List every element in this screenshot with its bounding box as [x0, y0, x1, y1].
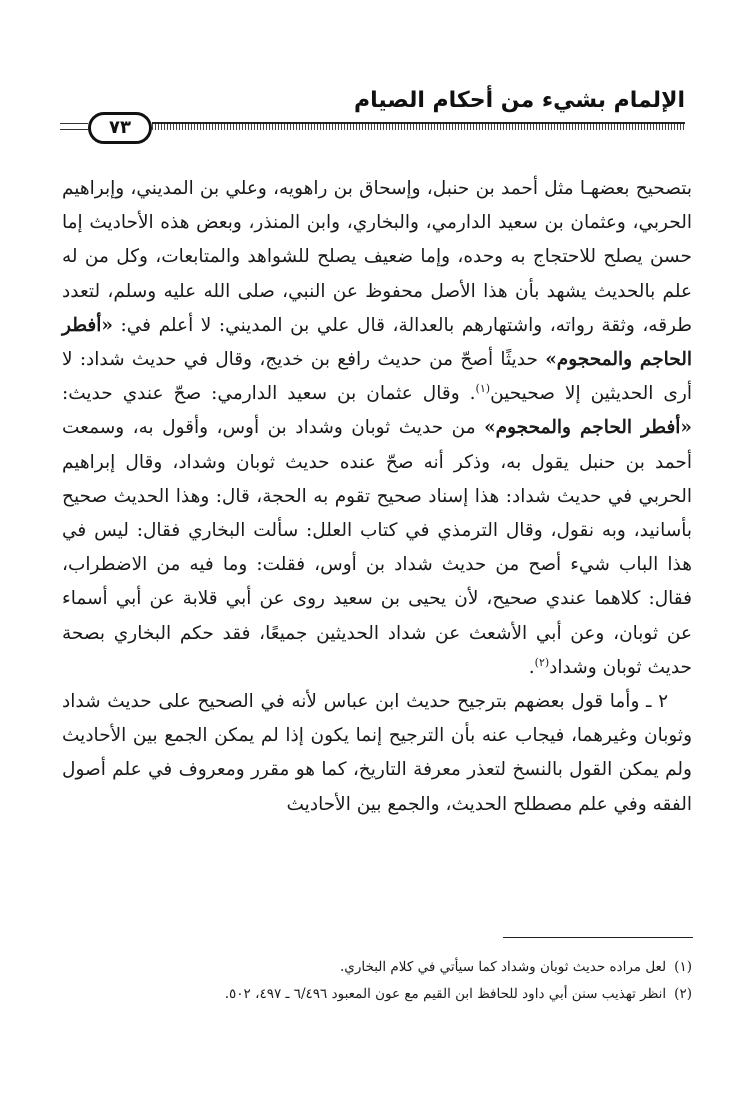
hadith-quote: «أفطر الحاجم والمحجوم» [484, 417, 692, 439]
text-run: من حديث ثوبان وشداد بن أوس، وأقول به، وسمعت أحمد بن حنبل يقول به، وذكر أنه صحّ عنده حديث ثوبان وشداد، وقال إبراهيم الحربي في حديث شداد: هذا إسناد صحيح تقوم به الحجة، قال: وهذا الحديث صحيح بأسانيد، وبه نقول، وقال الترمذي في كتاب العلل: سألت البخاري فقال: ليس في هذا الباب شيء أصح من حديث شداد بن أوس، فقلت: وما فيه من الاضطراب، فقال: كلاهما عندي صحيح، لأن يحيى بن سعيد روى عن أبي قلابة عن أبي أسماء عن ثوبان، وعن أبي الأشعث عن شداد الحديثين جميعًا، فقد حكم البخاري بصحة حديث ثوبان وشداد [62, 417, 692, 678]
page-header [60, 82, 685, 142]
paragraph-1 [62, 172, 692, 685]
footnote-2 [62, 981, 692, 1008]
paragraph-2: ٢ ـ وأما قول بعضهم بترجيح حديث ابن عباس لأنه في الصحيح على حديث شداد وثوبان وغيرهما، فيجاب عنه بأن الترجيح إنما يكون إذا لم يمكن الجمع بين الأحاديث ولم يمكن القول بالنسخ لتعذر معرفة التاريخ، كما هو مقرر ومعروف في علم أصول الفقه وفي علم مصطلح الحديث، والجمع بين الأحاديث [62, 691, 693, 815]
header-rule [152, 122, 685, 130]
footnote-text: لعل مراده حديث ثوبان وشداد كما سيأتي في كلام البخاري. [340, 959, 667, 975]
hadith-quote: «أفطر الحاجم والمحجوم» [62, 314, 692, 371]
footnotes [62, 954, 692, 1008]
footnote-1 [62, 954, 692, 981]
book-title: الإلمام بشيء من أحكام الصيام [354, 88, 685, 113]
footnote-text: انظر تهذيب سنن أبي داود للحافظ ابن القيم مع عون المعبود ٦/٤٩٦ ـ ٤٩٧، ٥٠٢. [224, 986, 667, 1002]
footnote-number: (١) [674, 959, 692, 975]
text-run: . وقال عثمان بن سعيد الدارمي: صحّ عندي حديث: [62, 383, 476, 405]
text-run: . [528, 656, 535, 678]
text-run: بتصحيح بعضهـا مثل أحمد بن حنبل، وإسحاق بن راهويه، وعلي بن المديني، وإبراهيم الحربي، وعثمان بن سعيد الدارمي، والبخاري، وابن المنذر، وبعض هذه الأحاديث إما حسن يصلح للاحتجاج به وحده، وإما ضعيف يصلح للشواهد والمتابعات، وكل من له علم بالحديث يشهد بأن هذا الأصل محفوظ عن النبي، صلى الله عليه وسلم، لتعدد طرقه، وثقة رواته، واشتهارهم بالعدالة، قال علي بن المديني: لا أعلم في: [62, 178, 692, 336]
text-run: حديثًا أصحّ من حديث رافع بن خديج، وقال في حديث شداد: لا أرى الحديثين إلا صحيحين [62, 349, 692, 405]
footnote-ref-1[interactable]: (١) [475, 382, 491, 396]
footnote-divider [503, 937, 693, 938]
header-rule-left [60, 123, 88, 130]
main-text [62, 172, 692, 822]
footnote-ref-2[interactable]: (٢) [534, 655, 550, 669]
page-number: ٧٣ [88, 112, 152, 144]
footnote-number: (٢) [674, 986, 692, 1002]
